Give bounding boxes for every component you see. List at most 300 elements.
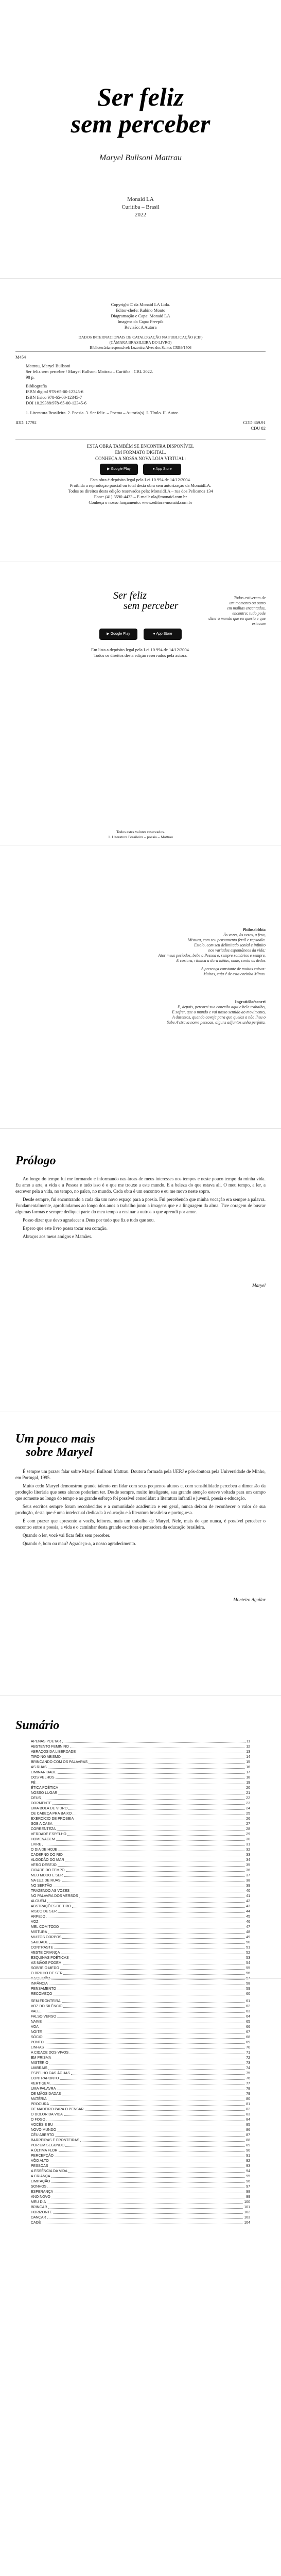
toc-entry-title: VESTE CRIANÇA [31,1951,60,1955]
toc-entry[interactable] [31,2215,250,2221]
toc-entry-page: 103 [244,2216,250,2219]
half-title-page [0,562,281,845]
toc-entry[interactable] [31,1765,250,1770]
toc-entry-page: 70 [246,2046,250,2049]
toc-entry-page: 88 [246,2139,250,2142]
toc-leader [64,1853,245,1856]
toc-leader [68,1806,245,1810]
toc-entry[interactable] [31,2066,250,2071]
toc-entry[interactable] [31,1817,250,1822]
toc-entry-title: VERO DESEJO [31,1863,57,1867]
toc-entry[interactable] [31,1760,250,1765]
toc-entry[interactable] [31,2030,250,2035]
toc-entry[interactable] [31,2179,250,2184]
toc-entry-page: 46 [246,1920,250,1924]
toc-entry[interactable] [31,1842,250,1848]
toc-leader [59,1786,245,1789]
prologue-paragraph: Abraços aos meus amigos e Mamães. [23,1234,92,1239]
toc-leader [44,2035,245,2039]
toc-entry[interactable] [31,1822,250,1827]
toc-leader [57,2128,245,2131]
epigraph-page [0,845,281,1128]
toc-entry[interactable] [31,1878,250,1884]
toc-entry-page: 75 [246,2072,250,2075]
cover-page [0,0,281,278]
toc-entry[interactable] [31,1806,250,1811]
toc-entry[interactable] [31,2169,250,2174]
play-icon: ▶ [107,467,111,471]
toc-entry-page: 26 [246,1817,250,1821]
toc-entry[interactable] [31,2014,250,2020]
toc-entry[interactable] [31,2092,250,2097]
half-footer-line: Em lista a depósito legal pela Lei 10.994 de 14/12/2004. [91,647,190,652]
epigraph-1-title: Philosabbbia [242,927,266,932]
toc-entry-title: SOBRE O MEDO [31,1967,59,1970]
toc-entry-title: BRINCAR [31,2206,47,2209]
toc-entry-page: 44 [246,1910,250,1913]
toc-leader [55,2154,245,2157]
toc-leader [47,2200,243,2204]
toc-entry[interactable] [31,1786,250,1791]
toc-entry-page: 84 [246,2118,250,2122]
toc-leader [62,1739,245,1743]
toc-entry[interactable] [31,1951,250,1956]
toc-entry[interactable] [31,1935,250,1940]
legal-line: Proibida a reprodução parcial ou total desta obra sem autorização da MonaidLA. [69,483,212,488]
toc-entry-page: 73 [246,2061,250,2065]
toc-leader [85,2107,245,2111]
toc-leader [63,1971,245,1975]
toc-entry-page: 42 [246,1900,250,1903]
toc-entry-page: 50 [246,1941,250,1944]
toc-entry-page: 29 [246,1833,250,1836]
toc-entry-title: DANÇAR [31,2216,46,2219]
toc-entry-page: 53 [246,1956,250,1960]
toc-entry-page: 20 [246,1786,250,1790]
toc-entry[interactable] [31,2025,250,2030]
toc-entry[interactable] [31,1961,250,1966]
toc-leader [48,1765,245,1769]
cover-title-line1: Ser feliz [97,82,184,111]
toc-leader [43,2020,245,2023]
toc-entry[interactable] [31,2128,250,2133]
epigraph-2: Ingratidão/sonrri E, depois, percorri sua conexão aqui e bela trabalho, E sofrer, que o mundo e vai nosso sentido ao movimento, A duzentos, quando aoveja para que quelas a não lheu o Sabe A'strava nome pessoas, alguns adjuntos unha perfeita. [167,999,266,1025]
epigraph-1: Philosabbbia Às vezes, às vezes, a fera, Mistura, com seu pensamento fertil e rapsodia. Estolo, com seu delimitado sonial e infinito nos variados espontâneos da vida; Ator meus períodos, bebe a Pessoa e, sempre sombrios e sempre, E costura, rítmica a dura idéias, onde, conta os dedos A presença constante de muitas coisas: Muitas, cuja é de esta cozinha Minas. [158,927,266,976]
about-paragraph: Seus escritos sempre foram reconhecidos e a comunidade acadêmica e em geral, nunca deixou de reconhecer o valor de sua produção, desta que é uma intelectual dedicada à educação e à literatura brasileira e portuguesa. [15,1504,266,1515]
toc-entry-page: 14 [246,1755,250,1759]
toc-entry[interactable] [31,1750,250,1755]
toc-leader [58,1909,245,1913]
toc-entry[interactable] [31,1889,250,1894]
cover-year: 2022 [135,212,146,218]
toc-entry[interactable] [31,2174,250,2179]
toc-entry-title: NA LUZ DE RUAS [31,1879,61,1883]
google-play-badge[interactable]: ▶ Google Play [100,464,138,475]
toc-entry-page: 51 [246,1946,250,1950]
toc-entry[interactable] [31,2190,250,2195]
toc-entry-page: 16 [246,1766,250,1769]
copyright-line: Copyright © da Monaid LA Ltda. [111,302,170,307]
toc-entry[interactable] [31,1863,250,1868]
toc-entry-title: CORRENTEZA [31,1827,56,1831]
toc-entry-page: 58 [246,1982,250,1986]
toc-entry-page: 27 [246,1822,250,1826]
toc-entry[interactable] [31,1925,250,1930]
toc-entry[interactable] [31,1755,250,1760]
catalog-record [15,354,266,431]
toc-entry-title: PERCEPÇÃO [31,2154,54,2158]
toc-entry[interactable] [31,1930,250,1935]
copyright-revision: Revisão: A Autora [124,325,157,330]
toc-entry-title: SOB A CASA [31,1822,52,1826]
toc-entry[interactable] [31,2143,250,2148]
toc-entry[interactable] [31,2123,250,2128]
toc-entry[interactable] [31,2050,250,2056]
toc-entry[interactable] [31,1827,250,1832]
toc-entry-title: VOZ DO SILÊNCIO [31,2005,63,2008]
toc-leader [46,2117,245,2121]
toc-entry[interactable] [31,1848,250,1853]
toc-entry[interactable] [31,1858,250,1863]
toc-entry[interactable] [31,2087,250,2092]
toc-leader [79,1894,245,1897]
toc-page-1 [0,1695,281,1996]
toc-entry[interactable] [31,1811,250,1817]
toc-entry[interactable] [31,1899,250,1904]
toc-entry-page: 48 [246,1930,250,1934]
toc-leader [63,1961,245,1964]
toc-entry[interactable] [31,2159,250,2164]
toc-entry-page: 36 [246,1869,250,1872]
toc-entry-page: 45 [246,1915,250,1919]
toc-leader [55,2133,245,2137]
legal-line[interactable]: Conheça o nosso lançamento: www.editora-monaid.com.br [89,500,192,505]
cip-sub2: Bibliotecária responsável: Luzenira Alves dos Santos CRB9/1506 [90,345,191,350]
toc-page-2 [0,1978,281,2262]
toc-entry[interactable] [31,2112,250,2117]
toc-entry-page: 79 [246,2092,250,2096]
toc-entry[interactable] [31,2184,250,2190]
toc-entry[interactable] [31,1940,250,1945]
toc-entry-page: 17 [246,1771,250,1774]
toc-entry-title: DE MÃOS DADAS [31,2092,61,2096]
toc-entry[interactable] [31,2097,250,2102]
toc-entry-page: 31 [246,1843,250,1846]
toc-leader [71,1889,245,1892]
toc-leader [40,2025,245,2028]
cover-title-line2: sem perceber [71,109,210,138]
toc-leader [51,2179,245,2183]
toc-entry[interactable] [31,2081,250,2087]
toc-entry-page: 102 [244,2211,250,2214]
toc-entry-page: 92 [246,2159,250,2163]
toc-leader [45,2040,245,2044]
toc-leader [70,1744,245,1748]
toc-leader [57,1827,245,1831]
toc-leader [64,2112,245,2116]
catalog-line: ISBN físico 978-65-00-12345-7 [26,395,82,400]
toc-leader [37,1781,245,1784]
toc-entry[interactable] [31,1909,250,1914]
toc-entry-page: 28 [246,1827,250,1831]
cover-city: Curitiba – Brasil [121,204,160,210]
toc-entry[interactable] [31,2148,250,2154]
toc-leader [72,1904,245,1908]
toc-entry-page: 98 [246,2190,250,2194]
half-footer-line: 1. Literatura Brasileira – poesia – Mattrau [108,835,173,839]
toc-entry[interactable] [31,2107,250,2112]
toc-leader [60,1925,245,1928]
toc-entry[interactable] [31,2056,250,2061]
toc-entry-page: 89 [246,2144,250,2147]
toc-entry-title: A CIDADE DOS VIVOS [31,2051,69,2055]
toc-entry-page: 57 [246,1977,250,1980]
toc-entry[interactable] [31,2221,250,2226]
toc-entry-page: 22 [246,1797,250,1800]
toc-entry-page: 41 [246,1894,250,1898]
toc-entry-title: BARREIRAS E FRONTEIRAS [31,2139,80,2142]
about-body [15,1468,266,1549]
toc-entry-title: MEL COM TODO [31,1925,59,1929]
toc-leader [48,1930,245,1934]
about-title-line2: sobre Maryel [26,1446,93,1459]
toc-entry[interactable] [31,1791,250,1796]
toc-entry-page: 43 [246,1905,250,1908]
half-footer-line: Todos estes valores reservados. [116,829,165,834]
toc-entry-page: 32 [246,1848,250,1852]
toc-entry[interactable] [31,2195,250,2200]
toc-leader [62,2092,245,2095]
toc-entry-page: 66 [246,2025,250,2029]
toc-entry[interactable] [31,1884,250,1889]
about-paragraph: Quando o ler, você vai ficar feliz sem perceber. [23,1533,111,1538]
toc-leader [61,1951,245,1954]
toc-leader [47,1899,245,1903]
toc-entry[interactable] [31,2076,250,2081]
toc-entry[interactable] [31,1894,250,1899]
toc-leader [56,1775,245,1779]
toc-leader [43,2030,245,2033]
toc-entry-title: BRINCANDO COM OS PALAVRAS [31,1760,88,1764]
toc-entry-page: 104 [244,2221,250,2225]
toc-entry[interactable] [31,1744,250,1750]
toc-entry-title: RECOMEÇO [31,1992,52,1996]
toc-leader [51,2174,245,2178]
legal-line: Todos os direitos desta edição reservados pela: MonaidLA – rua dos Pelicanos 134 [68,488,213,494]
prologue-page [0,1128,281,1412]
toc-entry-title: ESQUINAS POÉTICAS [31,1956,69,1960]
half-title-line2: sem perceber [124,600,179,612]
toc-entry-page: 38 [246,1879,250,1883]
toc-leader [70,1956,245,1959]
toc-leader [65,1858,245,1861]
toc-entry-title: LIVRE [31,1843,42,1846]
toc-entry-page: 69 [246,2041,250,2044]
toc-entry[interactable] [31,2138,250,2143]
toc-entry[interactable] [31,1837,250,1842]
toc-entry-title: EM PRISMA [31,2056,51,2060]
toc-entry[interactable] [31,1920,250,1925]
toc-entry-page: 40 [246,1889,250,1893]
catalog-line: Ser feliz sem perceber / Maryel Bullsoni Mattrau – Curitiba : CBL 2022. [26,369,153,374]
toc-entry-title: O DOLOR DA VIDA [31,2113,63,2116]
toc-entry[interactable] [31,1775,250,1781]
copyright-images: Imagens da Capa: Freepik [117,319,164,324]
toc-entry[interactable] [31,1781,250,1786]
toc-entry-page: 59 [246,1987,250,1991]
toc-leader [48,2066,245,2070]
toc-entry[interactable] [31,1945,250,1951]
prologue-paragraph: Posso dizer que devo agradecer a Deus por tudo que fiz e tudo que sou. [23,1217,155,1223]
catalog-line: Bibliografia [26,383,47,388]
toc-entry-page: 62 [246,2005,250,2008]
toc-leader [42,1796,245,1800]
toc-entry-title: NAIVE [31,2020,42,2024]
toc-leader [50,2081,245,2085]
toc-leader [64,1873,245,1877]
toc-entry-page: 15 [246,1760,250,1764]
toc-entry-title: LIMITAÇÃO [31,2180,50,2183]
legal-line: Fone: (41) 3590-4433 – E-mail: ola@monaid.com.br [94,494,187,499]
toc-entry[interactable] [31,1971,250,1976]
toc-entry[interactable] [31,2045,250,2050]
toc-entry-title: A SOLIDÃO [31,1977,50,1980]
catalog-idd: IDD: 17792 [15,420,37,425]
toc-entry[interactable] [31,2205,250,2210]
toc-entry-page: 90 [246,2149,250,2153]
toc-entry-page: 86 [246,2128,250,2132]
toc-leader [56,1837,245,1841]
cover-publisher: Monaid LA [127,196,154,202]
toc-entry-page: 83 [246,2113,250,2116]
toc-entry-title: NOSSO LUGAR [31,1791,58,1795]
toc-entry-title: PENSAMENTO [31,1987,56,1991]
toc-entry[interactable] [31,2133,250,2138]
toc-leader [42,1842,245,1846]
toc-entry[interactable] [31,1832,250,1837]
prologue-paragraph: Ao longo do tempo fui me formando e informando nas áreas de meus interesses nos tempos e neste pouco tempo da minha vida. Eu amo a arte, a vida e a Pessoa e tudo isso é o que me trouxe a este mundo. E a beleza do que estava ali. O meu tempo, a ler, a escrever pela a vida, no tempo, no palco, no mundo. Cada obra é um encontro e eu me movo neste sopro. [15,1176,266,1194]
toc-entry-title: ALGODÃO DO MAR [31,1858,64,1862]
toc-entry[interactable] [31,2117,250,2123]
toc-entry[interactable] [31,2040,250,2045]
toc-entry-title: UMA PALAVRA [31,2087,56,2091]
copyright-diagram: Diagramação e Capa: Monaid LA [111,313,170,318]
toc-leader [49,2061,245,2064]
toc-leader [50,2159,245,2162]
toc-entry-title: TRAZENDO AS VOZES [31,1889,70,1893]
toc-entry-title: INFÂNCIA [31,1982,48,1986]
toc-entry[interactable] [31,1956,250,1961]
toc-leader [51,2195,245,2198]
toc-entry[interactable] [31,2210,250,2215]
toc-entry[interactable] [31,1801,250,1806]
toc-entry-title: TIRO NO ABISMO [31,1755,61,1759]
half-footer-line: Todos os direitos desta edição reservados pela autora. [93,653,188,658]
toc-entry[interactable] [31,1770,250,1775]
toc-entry-page: 72 [246,2056,250,2060]
toc-entry-page: 95 [246,2175,250,2178]
app-store-badge[interactable]: ● App Store [144,629,182,640]
toc-entry[interactable] [31,1873,250,1878]
toc-entry-title: VÔO ALTO [31,2159,49,2163]
toc-entry-page: 77 [246,2082,250,2086]
toc-entry-title: APENAS POETAR [31,1740,61,1743]
toc-entry[interactable] [31,2154,250,2159]
toc-leader [42,2221,243,2224]
toc-entry[interactable] [31,2009,250,2014]
toc-entry-title: VALE [31,2010,40,2013]
toc-entry-title: DEUS [31,1797,41,1800]
toc-entry-page: 34 [246,1858,250,1862]
toc-entry-title: MISTURA [31,1930,47,1934]
toc-entry[interactable] [31,1796,250,1801]
toc-entry[interactable] [31,2164,250,2169]
cip-header: DADOS INTERNACIONAIS DE CATALOGAÇÃO NA PUBLICAÇÃO (CIP) [78,335,203,340]
toc-entry-page: 94 [246,2170,250,2173]
toc-entry-page: 52 [246,1951,250,1955]
about-paragraph: É com prazer que apresento a vocês, leitores, mais um trabalho de Maryel. Nele, mais do que nunca, é possível perceber o encontro entre a poesia, a vida e o caminhar desta grande escritora e pensadora da educação brasileira. [15,1518,266,1530]
about-paragraph: Muito cedo Maryel demonstrou grande talento em lidar com seus pequenos alunos e, com sensibilidade percebeu a dimensão da produção literária que seus alunos poderiam ter. Desde sempre, muito inteligente, sua grande atenção esteve voltada para um campo que somente ao longo do tempo e ao grande esforço foi possível consolidar: a literatura infantil e juvenil, poesia e educação. [15,1483,266,1501]
toc-entry-title: DE MADEIRO PARA O PENSAR [31,2108,84,2111]
about-paragraph: Quando é, bom ou mau? Agradeço-a, a nosso agradecimento. [23,1541,136,1546]
toc-entry-title: ABSTENTO FEMININO [31,1745,69,1749]
toc-entry-page: 87 [246,2133,250,2137]
toc-entry[interactable] [31,2020,250,2025]
google-play-badge[interactable]: ▶ Google Play [99,629,137,640]
toc-leader [66,1868,245,1872]
toc-entry[interactable] [31,1914,250,1920]
toc-entry[interactable] [31,1739,250,1744]
toc-entry-page: 37 [246,1874,250,1877]
toc-entry-page: 99 [246,2195,250,2199]
toc-entry[interactable] [31,2102,250,2107]
toc-entry[interactable] [31,2061,250,2066]
toc-entry-page: 56 [246,1972,250,1975]
toc-entry[interactable] [31,1999,250,2004]
app-store-badge[interactable]: ● App Store [143,464,181,475]
toc-leader [48,2205,243,2209]
toc-entry-title: ESPERANÇA [31,2190,54,2194]
toc-entry[interactable] [31,1868,250,1873]
apple-icon: ● [153,632,156,636]
toc-entry-page: 65 [246,2020,250,2024]
toc-entry-title: VOCÊS E EU [31,2123,53,2127]
toc-entry[interactable] [31,1853,250,1858]
toc-entry[interactable] [31,2200,250,2205]
toc-entry-title: A ESSÊNCIA DA VIDA [31,2170,67,2173]
prologue-paragraph: Espero que este livro possa tocar seu coração. [23,1226,108,1231]
toc-leader [63,2004,245,2008]
prologue-signature: Maryel [252,1283,266,1288]
toc-entry[interactable] [31,1904,250,1909]
toc-entry-title: MATÉRIA [31,2097,47,2101]
toc-entry-title: CONTRAPONTO [31,2077,59,2080]
toc-entry-page: 101 [244,2206,250,2209]
toc-leader [54,2123,245,2126]
toc-leader [58,1791,245,1794]
toc-entry-page: 21 [246,1791,250,1795]
toc-entry[interactable] [31,2004,250,2009]
toc-entry[interactable] [31,1966,250,1971]
toc-leader [52,1801,245,1805]
toc-entry-title: ABSTRAÇÕES DE TIRO [31,1905,72,1908]
play-icon: ▶ [107,632,111,636]
toc-entry-page: 55 [246,1967,250,1970]
toc-entry[interactable] [31,2035,250,2040]
toc-entry[interactable] [31,2071,250,2076]
toc-entry-page: 97 [246,2185,250,2189]
toc-leader [68,2169,245,2173]
